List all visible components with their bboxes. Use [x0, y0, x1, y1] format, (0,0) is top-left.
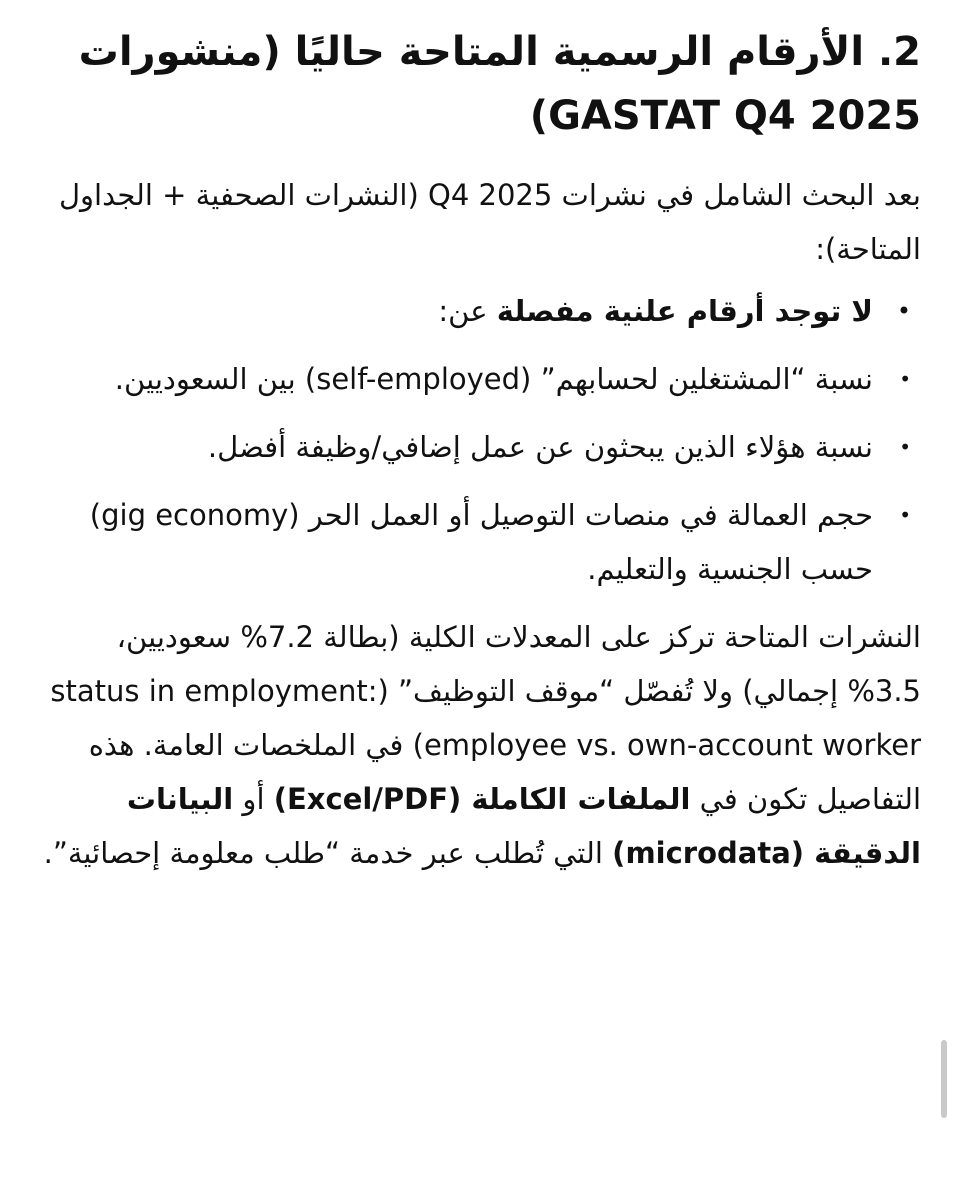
main-bullet-bold: لا توجد أرقام علنية مفصلة	[496, 294, 873, 328]
closing-text-3: التي تُطلب عبر خدمة “طلب معلومة إحصائية”.	[43, 836, 613, 870]
heading-line-1: 2. الأرقام الرسمية المتاحة حاليًا (منشورات	[78, 29, 921, 75]
main-bullet-rest: عن:	[438, 294, 497, 328]
document-page	[40, 20, 921, 888]
intro-paragraph: بعد البحث الشامل في نشرات Q4 2025 (النشرات الصحفية + الجداول المتاحة):	[58, 178, 921, 266]
vertical-scrollbar[interactable]	[941, 1040, 947, 1118]
sub-bullet-item	[40, 488, 921, 596]
closing-paragraph	[40, 610, 921, 880]
heading-line-2: GASTAT Q4 2025)	[529, 93, 921, 139]
closing-bold-2: البيانات الدقيقة (microdata)	[126, 782, 921, 870]
closing-text-2: أو	[233, 782, 274, 816]
main-bullet-list	[40, 284, 921, 338]
sub-bullet-list	[40, 352, 921, 596]
sub-bullet-text: نسبة هؤلاء الذين يبحثون عن عمل إضافي/وظيفة أفضل.	[207, 430, 873, 464]
sub-bullet-item	[40, 352, 921, 406]
closing-text-1: النشرات المتاحة تركز على المعدلات الكلية (بطالة 7.2% سعوديين، 3.5% إجمالي) ولا تُفصّل “موقف التوظيف” (status in employment: employee vs. own-account worker) في الملخصات العامة. هذه التفاصيل تكون في	[50, 620, 921, 816]
sub-bullet-item	[40, 420, 921, 474]
bullet-dot-icon: •	[899, 367, 911, 391]
sub-bullet-text: نسبة “المشتغلين لحسابهم” (self-employed) بين السعوديين.	[114, 362, 873, 396]
closing-bold-1: الملفات الكاملة (Excel/PDF)	[273, 782, 691, 816]
bullet-dot-icon: •	[899, 503, 911, 527]
main-bullet-item	[40, 284, 921, 338]
sub-bullet-text: حجم العمالة في منصات التوصيل أو العمل الحر (gig economy) حسب الجنسية والتعليم.	[89, 498, 873, 586]
bullet-dot-icon: •	[899, 435, 911, 459]
section-heading	[40, 20, 921, 148]
bullet-dot-icon: •	[896, 297, 911, 325]
